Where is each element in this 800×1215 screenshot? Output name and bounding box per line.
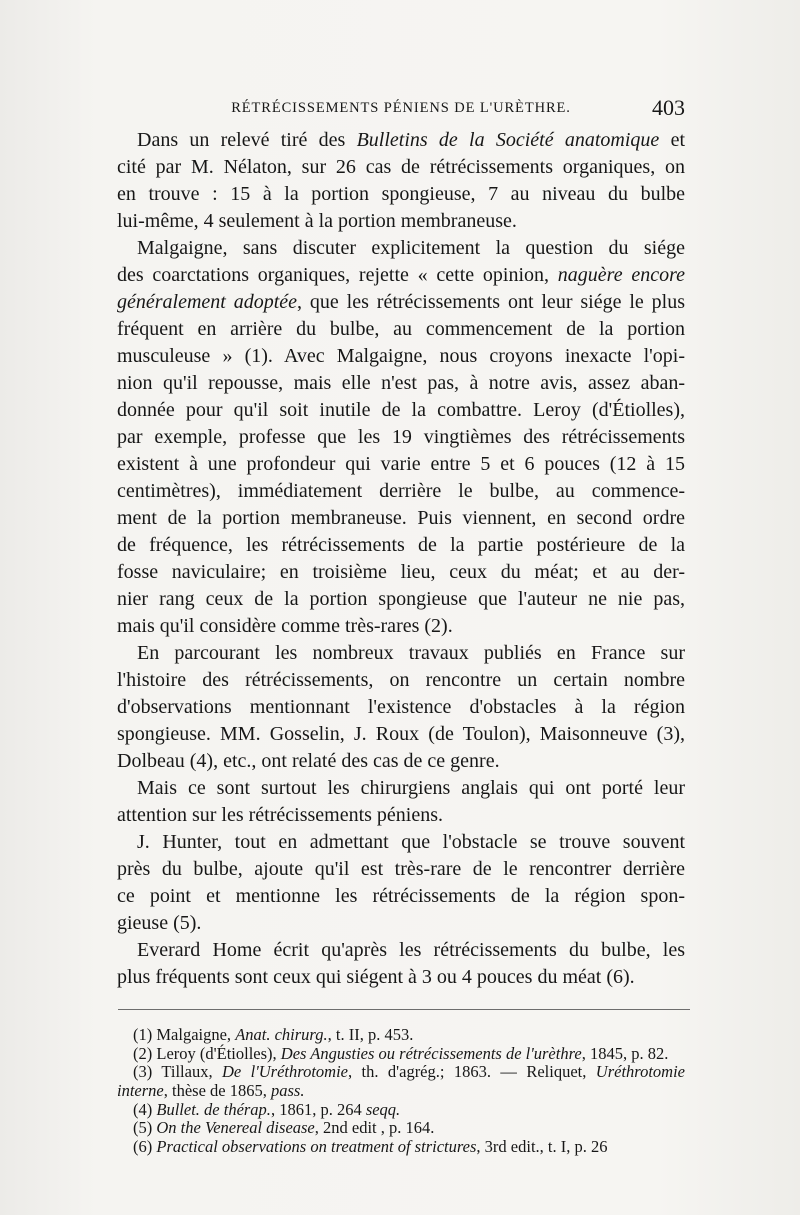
text-segment: spongieuse. MM. Gosselin, J. Roux (de Toulon), Maisonneuve (3),: [117, 723, 685, 745]
text-segment: Dans un relevé tiré des: [137, 129, 357, 151]
text-segment: ment de la portion membraneuse. Puis viennent, en second ordre: [117, 507, 685, 529]
text-line: [117, 748, 685, 775]
text-segment: des coarctations organiques, rejette « cette opinion,: [117, 264, 558, 286]
footnote: [117, 1101, 685, 1120]
text-line: [117, 856, 685, 883]
footnote-marker: (6): [133, 1137, 153, 1157]
text-segment: , 2nd edit , p. 164.: [314, 1118, 435, 1138]
text-segment: Tillaux,: [161, 1062, 222, 1082]
footnote-marker: (3): [133, 1062, 153, 1082]
text-segment: , t. II, p. 453.: [327, 1025, 414, 1044]
text-segment: J. Hunter, tout en admettant que l'obstacle se trouve souvent: [137, 831, 685, 853]
text-line: [117, 640, 685, 667]
footnote: [117, 1063, 685, 1100]
text-line: [117, 721, 685, 748]
paragraph: [117, 640, 685, 775]
text-segment: ce point et mentionne les rétrécissements de la région spon-: [117, 885, 685, 907]
italic-text: généralement adoptée: [117, 291, 298, 313]
text-segment: gieuse (5).: [117, 912, 202, 934]
footnote-marker: (1): [133, 1025, 153, 1044]
text-line: [117, 694, 685, 721]
footnote-marker: (4): [133, 1099, 153, 1119]
text-segment: Malgaigne, sans discuter explicitement la question du siége: [137, 237, 685, 259]
page-number: 403: [652, 95, 685, 120]
text-line: [117, 343, 685, 370]
text-line: [117, 937, 685, 964]
text-segment: fosse naviculaire; en troisième lieu, ceux du méat; et au der-: [117, 561, 685, 583]
text-segment: Mais ce sont surtout les chirurgiens anglais qui ont porté leur: [137, 777, 685, 799]
text-segment: Leroy (d'Étiolles),: [156, 1043, 281, 1063]
italic-text: naguère encore: [557, 264, 686, 286]
text-segment: attention sur les rétrécissements péniens.: [117, 804, 444, 826]
text-line: [117, 802, 685, 829]
text-segment: Malgaigne,: [156, 1025, 236, 1044]
footnote: [117, 1026, 685, 1045]
text-segment: En parcourant les nombreux travaux publiés en France sur: [137, 642, 685, 664]
text-line: [117, 667, 685, 694]
text-segment: plus fréquents sont ceux qui siégent à 3 ou 4 pouces du méat (6).: [117, 966, 635, 988]
paragraph: [117, 127, 685, 235]
text-segment: cité par M. Nélaton, sur 26 cas de rétrécissements organiques, on: [117, 156, 685, 178]
text-line: [117, 316, 685, 343]
footnote-marker: (2): [133, 1043, 153, 1063]
text-segment: musculeuse » (1). Avec Malgaigne, nous croyons inexacte l'opi-: [117, 345, 685, 367]
text-segment: près du bulbe, ajoute qu'il est très-rare de le rencontrer derrière: [117, 858, 685, 880]
italic-text: Uréthrotomie: [595, 1062, 685, 1082]
text-segment: mais qu'il considère comme très-rares (2).: [117, 615, 453, 637]
text-segment: et: [659, 129, 686, 151]
text-line: [117, 883, 685, 910]
italic-text: Anat. chirurg.: [235, 1025, 328, 1044]
footnote-line: [117, 1045, 685, 1064]
text-segment: d'observations mentionnant l'existence d'obstacles à la région: [117, 696, 685, 718]
text-line: [117, 370, 685, 397]
text-segment: centimètres), immédiatement derrière le bulbe, au commence-: [117, 480, 685, 502]
text-line: [117, 586, 685, 613]
italic-text: Practical observations on treatment of strictures: [156, 1137, 477, 1157]
text-line: [117, 127, 685, 154]
footnotes: [117, 1026, 685, 1157]
text-line: [117, 289, 685, 316]
footnote-line: [117, 1026, 685, 1045]
text-segment: , th. d'agrég.; 1863. — Reliquet,: [347, 1062, 596, 1082]
text-segment: donnée pour qu'il soit inutile de la combattre. Leroy (d'Étiolles),: [117, 399, 685, 421]
footnote: [117, 1138, 685, 1157]
text-segment: Dolbeau (4), etc., ont relaté des cas de ce genre.: [117, 750, 500, 772]
text-line: [117, 613, 685, 640]
text-segment: en trouve : 15 à la portion spongieuse, 7 au niveau du bulbe: [117, 183, 685, 205]
footnote: [117, 1045, 685, 1064]
footnote: [117, 1119, 685, 1138]
text-line: [117, 154, 685, 181]
italic-text: Bulletins de la Société anatomique: [356, 129, 660, 151]
text-line: [117, 397, 685, 424]
italic-text: pass.: [270, 1081, 305, 1101]
text-line: [117, 559, 685, 586]
footnote-line: [117, 1082, 685, 1101]
italic-text: seqq.: [365, 1099, 401, 1119]
text-segment: , 1861, p. 264: [270, 1099, 366, 1119]
italic-text: interne: [117, 1081, 164, 1101]
paragraph: [117, 775, 685, 829]
text-segment: Everard Home écrit qu'après les rétrécissements du bulbe, les: [137, 939, 685, 961]
text-line: [117, 478, 685, 505]
text-line: [117, 910, 685, 937]
paragraph: [117, 829, 685, 937]
running-head: RÉTRÉCISSEMENTS PÉNIENS DE L'URÈTHRE.: [231, 100, 571, 116]
text-line: [117, 262, 685, 289]
text-segment: , thèse de 1865,: [163, 1081, 271, 1101]
text-segment: l'histoire des rétrécissements, on rencontre un certain nombre: [117, 669, 685, 691]
text-line: [117, 424, 685, 451]
italic-text: On the Venereal disease: [156, 1118, 315, 1138]
text-line: [117, 505, 685, 532]
italic-text: De l'Uréthrotomie: [222, 1062, 348, 1082]
text-line: [117, 964, 685, 991]
text-segment: par exemple, professe que les 19 vingtièmes des rétrécissements: [117, 426, 685, 448]
text-line: [117, 829, 685, 856]
footnote-line: [117, 1063, 685, 1082]
text-line: [117, 775, 685, 802]
footnote-line: [117, 1119, 685, 1138]
footnote-line: [117, 1101, 685, 1120]
footnote-marker: (5): [133, 1118, 153, 1138]
body-text: [117, 127, 685, 991]
text-segment: , 1845, p. 82.: [581, 1043, 669, 1063]
italic-text: Bullet. de thérap.: [156, 1099, 271, 1119]
text-segment: , 3rd edit., t. I, p. 26: [476, 1137, 608, 1157]
text-segment: , que les rétrécissements ont leur siége le plus: [297, 291, 685, 313]
text-segment: nier rang ceux de la portion spongieuse que l'auteur ne nie pas,: [117, 588, 685, 610]
text-segment: fréquent en arrière du bulbe, au commencement de la portion: [117, 318, 685, 340]
footnote-rule: [118, 1009, 690, 1010]
text-segment: lui-même, 4 seulement à la portion membraneuse.: [117, 210, 517, 232]
paragraph: [117, 937, 685, 991]
text-line: [117, 235, 685, 262]
text-segment: nion qu'il repousse, mais elle n'est pas, à notre avis, assez aban-: [117, 372, 685, 394]
italic-text: Des Angusties ou rétrécissements de l'urèthre: [280, 1043, 582, 1063]
text-line: [117, 451, 685, 478]
text-line: [117, 532, 685, 559]
text-segment: de fréquence, les rétrécissements de la partie postérieure de la: [117, 534, 685, 556]
text-line: [117, 208, 685, 235]
text-segment: existent à une profondeur qui varie entre 5 et 6 pouces (12 à 15: [117, 453, 685, 475]
footnote-line: [117, 1138, 685, 1157]
paragraph: [117, 235, 685, 640]
text-line: [117, 181, 685, 208]
